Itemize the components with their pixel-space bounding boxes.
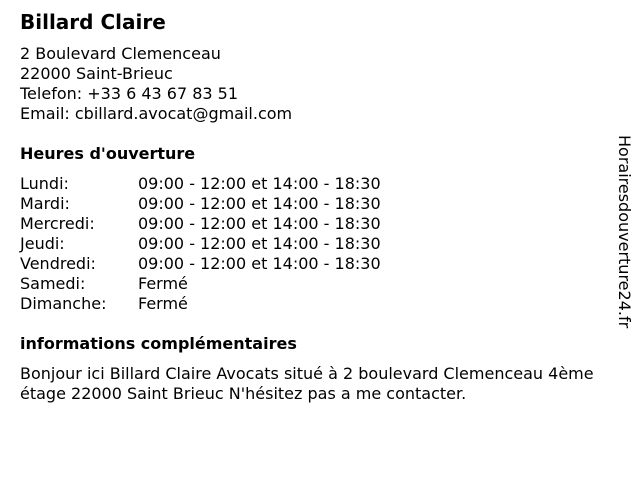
hours-time: 09:00 - 12:00 et 14:00 - 18:30	[138, 174, 381, 193]
hours-row	[20, 174, 381, 194]
hours-time: 09:00 - 12:00 et 14:00 - 18:30	[138, 214, 381, 233]
hours-day: Vendredi:	[20, 254, 96, 273]
address-street: 2 Boulevard Clemenceau	[20, 44, 221, 63]
hours-row	[20, 214, 381, 234]
hours-day: Samedi:	[20, 274, 86, 293]
hours-row	[20, 254, 381, 274]
opening-hours-table	[20, 174, 381, 314]
hours-time: 09:00 - 12:00 et 14:00 - 18:30	[138, 254, 381, 273]
hours-row	[20, 274, 381, 294]
hours-time: Fermé	[138, 274, 188, 293]
hours-row	[20, 294, 381, 314]
hours-day: Jeudi:	[20, 234, 65, 253]
business-name: Billard Claire	[20, 10, 166, 34]
phone-number: Telefon: +33 6 43 67 83 51	[20, 84, 239, 103]
hours-time: Fermé	[138, 294, 188, 313]
hours-day: Lundi:	[20, 174, 69, 193]
hours-day: Dimanche:	[20, 294, 107, 313]
info-heading: informations complémentaires	[20, 334, 297, 353]
info-text: Bonjour ici Billard Claire Avocats situé à 2 boulevard Clemenceau 4ème étage 22000 Saint Brieuc N'hésitez pas a me contacter.	[20, 364, 594, 403]
hours-time: 09:00 - 12:00 et 14:00 - 18:30	[138, 194, 381, 213]
address-city: 22000 Saint-Brieuc	[20, 64, 173, 83]
hours-time: 09:00 - 12:00 et 14:00 - 18:30	[138, 234, 381, 253]
site-watermark: Horairesdouverture24.fr	[615, 135, 634, 329]
hours-day: Mardi:	[20, 194, 70, 213]
hours-row	[20, 234, 381, 254]
email-address: Email: cbillard.avocat@gmail.com	[20, 104, 293, 123]
hours-day: Mercredi:	[20, 214, 95, 233]
hours-row	[20, 194, 381, 214]
hours-heading: Heures d'ouverture	[20, 144, 196, 163]
